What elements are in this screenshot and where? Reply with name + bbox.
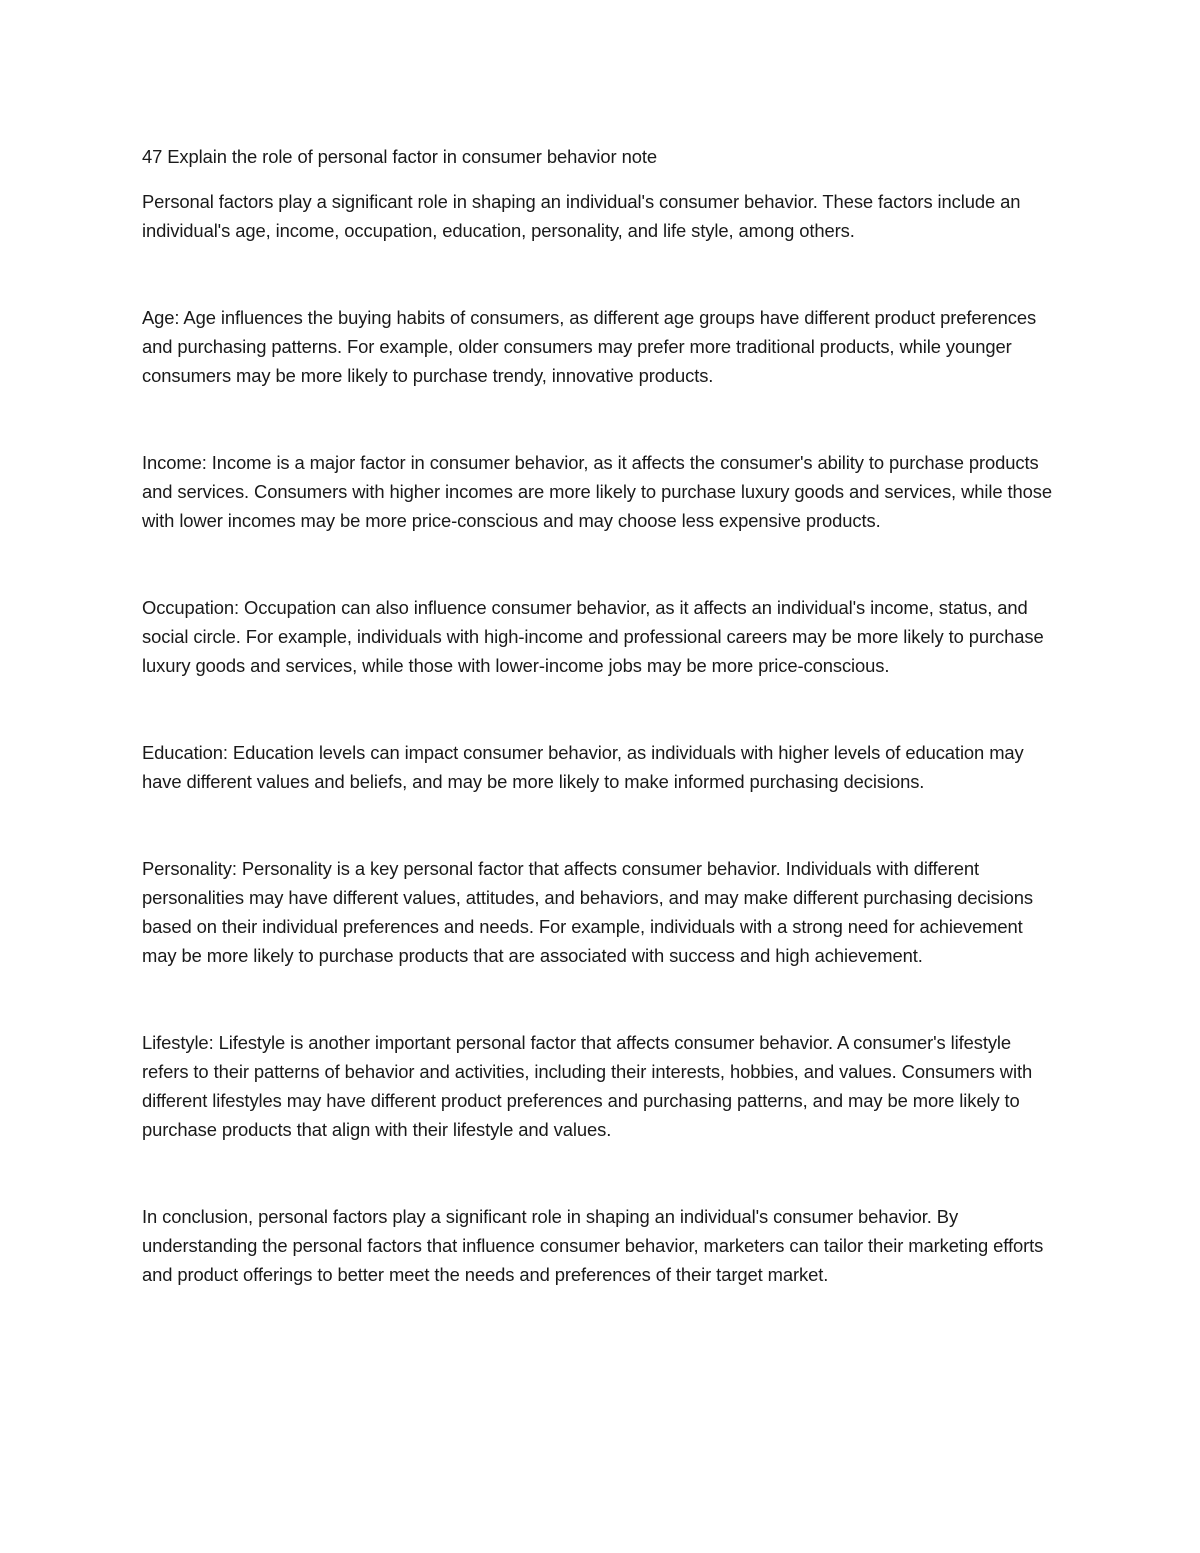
document-body — [142, 142, 1060, 1289]
paragraph-spacer — [142, 1144, 1060, 1202]
paragraph-income: Income: Income is a major factor in consumer behavior, as it affects the consumer's ability to purchase products and services. Consumers with higher incomes are more likely to purchase luxury goods and services, while those with lower incomes may be more price-conscious and may choose less expensive products. — [142, 452, 1052, 531]
paragraph-conclusion: In conclusion, personal factors play a significant role in shaping an individual's consumer behavior. By understanding the personal factors that influence consumer behavior, marketers can tailor their marketing efforts and product offerings to better meet the needs and preferences of their target market. — [142, 1206, 1044, 1285]
paragraph-spacer — [142, 245, 1060, 303]
intro-paragraph: Personal factors play a significant role in shaping an individual's consumer behavior. These factors include an individual's age, income, occupation, education, personality, and life style, among others. — [142, 191, 1021, 241]
paragraph-spacer — [142, 796, 1060, 854]
paragraph-occupation: Occupation: Occupation can also influence consumer behavior, as it affects an individual's income, status, and social circle. For example, individuals with high-income and professional careers may be more likely to purchase luxury goods and services, while those with lower-income jobs may be more price-conscious. — [142, 597, 1044, 676]
document-title: 47 Explain the role of personal factor in consumer behavior note — [142, 146, 657, 167]
paragraph-personality: Personality: Personality is a key personal factor that affects consumer behavior. Individuals with different personalities may have different values, attitudes, and behaviors, and may make different purchasing decisions based on their individual preferences and needs. For example, individuals with a strong need for achievement may be more likely to purchase products that are associated with success and high achievement. — [142, 858, 1034, 966]
paragraph-age: Age: Age influences the buying habits of consumers, as different age groups have different product preferences and purchasing patterns. For example, older consumers may prefer more traditional products, while younger consumers may be more likely to purchase trendy, innovative products. — [142, 307, 1037, 386]
paragraph-spacer — [142, 680, 1060, 738]
paragraph-spacer — [142, 970, 1060, 1028]
paragraph-education: Education: Education levels can impact consumer behavior, as individuals with higher levels of education may have different values and beliefs, and may be more likely to make informed purchasing decisions. — [142, 742, 1024, 792]
paragraph-spacer — [142, 390, 1060, 448]
paragraph-spacer — [142, 535, 1060, 593]
paragraph-lifestyle: Lifestyle: Lifestyle is another important personal factor that affects consumer behavior. A consumer's lifestyle refers to their patterns of behavior and activities, including their interests, hobbies, and values. Consumers with different lifestyles may have different product preferences and purchasing patterns, and may be more likely to purchase products that align with their lifestyle and values. — [142, 1032, 1033, 1140]
